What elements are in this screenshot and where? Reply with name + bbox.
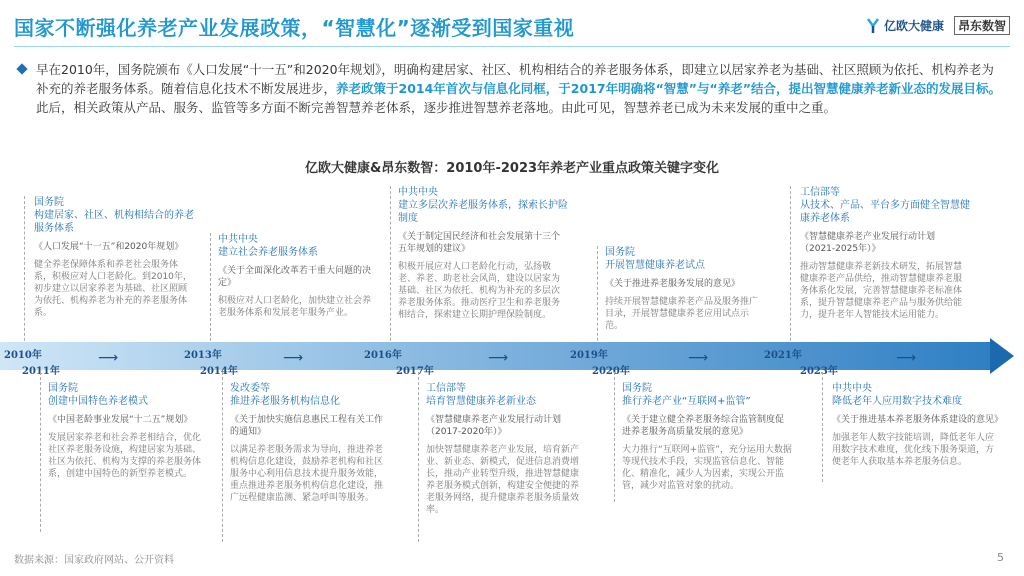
data-source: 数据来源：国家政府网站、公开资料 <box>14 555 174 566</box>
policy-document: 《中国老龄事业发展“十二五”规划》 <box>48 415 193 425</box>
timeline-arrow-icon: ⟶ <box>283 350 304 366</box>
brand-logos <box>866 16 1010 35</box>
year-label: 2014年 <box>200 366 238 377</box>
timeline-arrow-icon: ⟶ <box>488 350 509 366</box>
policy-theme: 降低老年人应用数字技术难度 <box>832 396 962 407</box>
policy-document: 《关于建立健全养老服务综合监管制度促进养老服务高质量发展的意见》 <box>622 415 785 437</box>
chart-title: 亿欧大健康&昂东数智：2010年-2023年养老产业重点政策关键字变化 <box>304 161 720 176</box>
policy-org: 中共中央 <box>832 383 872 394</box>
policy-description: 持续开展智慧健康养老产品及服务推广目录，开展智慧健康养老应用试点示范。 <box>605 297 759 331</box>
yiou-logo <box>866 17 944 35</box>
year-label: 2017年 <box>396 366 434 377</box>
policy-description: 以满足养老服务需求为导向，推进养老机构信息化建设，鼓励养老机构和社区服务中心利用信息技术提升服务效能，重点推进养老服务机构信息化建设，推广远程健康监测、紧急呼叫等服务。 <box>230 445 384 503</box>
connector-line <box>24 196 26 346</box>
year-label: 2019年 <box>570 350 608 361</box>
policy-card-2019 <box>605 246 765 332</box>
timeline-arrow-icon: ⟶ <box>688 350 709 366</box>
connector-line <box>790 186 792 346</box>
title-divider <box>14 46 1010 47</box>
policy-description: 发展居家养老和社会养老相结合，优化社区养老服务设施，构建居家为基础、社区为依托、机构为支撑的养老服务体系，创建中国特色的新型养老模式。 <box>48 433 202 479</box>
year-label: 2023年 <box>800 366 838 377</box>
year-label: 2013年 <box>184 350 222 361</box>
policy-org: 发改委等 <box>230 383 270 394</box>
policy-card-2017 <box>426 382 586 516</box>
policy-card-2021 <box>800 186 970 321</box>
year-label: 2016年 <box>364 350 402 361</box>
policy-description: 加强老年人数字技能培训，降低老年人应用数字技术难度，优化线下服务渠道，方便老年人获取基本养老服务信息。 <box>832 433 995 467</box>
policy-description: 积极开展应对人口老龄化行动，弘扬敬老、养老、助老社会风尚，建设以居家为基础、社区为依托、机构为补充的多层次养老服务体系。推动医疗卫生和养老服务相结合，探索建立长期护理保险制度。 <box>398 262 561 320</box>
connector-line <box>597 246 599 346</box>
policy-card-2010 <box>34 196 194 319</box>
policy-document: 《智慧健康养老产业发展行动计划（2021-2025年）》 <box>800 232 936 254</box>
policy-org: 中共中央 <box>218 234 258 245</box>
policy-document: 《人口发展“十一五”和2020年规划》 <box>34 242 184 252</box>
policy-description: 大力推行“互联网+监管”，充分运用大数据等现代技术手段，实现监管信息化、智能化、精准化，减少人为因素，实现公开监管，减少对监管对象的扰动。 <box>622 445 792 491</box>
intro-text-2: 此后，相关政策从产品、服务、监管等多方面不断完善智慧养老体系，逐步推进智慧养老落地。由此可见，智慧养老已成为未来发展的重中之重。 <box>36 100 837 115</box>
intro-paragraph <box>36 60 1006 117</box>
policy-org: 国务院 <box>622 383 652 394</box>
policy-theme: 建立多层次养老服务体系，探索长护险制度 <box>398 200 568 224</box>
connector-line <box>614 372 616 502</box>
angdong-logo: 昂东数智 <box>954 16 1010 35</box>
year-label: 2011年 <box>22 366 60 377</box>
policy-description: 推动智慧健康养老新技术研发，拓展智慧健康养老产品供给，推动智慧健康养老服务体系化发展，完善智慧健康养老标准体系，提升智慧健康养老产品与服务供给能力，提升老年人智能技术运用能力。 <box>800 262 963 320</box>
connector-line <box>210 233 212 346</box>
intro-text-1: 早在2010年，国务院颁布《人口发展“十一五”和2020年规划》，明确构建居家、社区、机构相结合的养老服务体系，即建立以居家养老为基础、社区照顾为依托、机构养老为补充的养老服务体系。随着信息化技术不断发展进步， <box>36 62 994 96</box>
connector-line <box>822 372 824 482</box>
year-label: 2020年 <box>592 366 630 377</box>
policy-theme: 开展智慧健康养老试点 <box>605 260 705 271</box>
policy-theme: 推进养老服务机构信息化 <box>230 396 340 407</box>
policy-theme: 从技术、产品、平台多方面健全智慧健康养老体系 <box>800 200 970 224</box>
policy-org: 中共中央 <box>398 187 438 198</box>
policy-description: 加快智慧健康养老产业发展，培育新产业、新业态、新模式，促进信息消费增长，推动产业转型升级，推进智慧健康养老服务模式创新，构建安全便捷的养老服务网络，提升健康养老服务质量效率。 <box>426 445 580 515</box>
page-title: 国家不断强化养老产业发展政策，“智慧化”逐渐受到国家重视 <box>14 16 575 40</box>
policy-card-2013 <box>218 233 378 319</box>
policy-org: 工信部等 <box>800 187 840 198</box>
policy-theme: 培育智慧健康养老新业态 <box>426 396 536 407</box>
policy-org: 工信部等 <box>426 383 466 394</box>
yiou-logo-text: 亿欧大健康 <box>883 19 944 33</box>
bullet-diamond-icon <box>16 63 27 74</box>
connector-line <box>40 372 42 532</box>
year-label: 2021年 <box>764 350 802 361</box>
policy-theme: 推行养老产业“互联网+监管” <box>622 396 751 407</box>
policy-card-2020 <box>622 382 792 492</box>
policy-org: 国务院 <box>34 197 64 208</box>
year-label: 2010年 <box>4 350 42 361</box>
policy-theme: 创建中国特色养老模式 <box>48 396 148 407</box>
policy-card-2014 <box>230 382 390 504</box>
policy-card-2011 <box>48 382 208 480</box>
timeline-arrow-icon: ⟶ <box>98 350 119 366</box>
policy-theme: 建立社会养老服务体系 <box>218 247 318 258</box>
policy-document: 《关于全面深化改革若干重大问题的决定》 <box>218 266 372 288</box>
connector-line <box>390 186 392 346</box>
policy-org: 国务院 <box>48 383 78 394</box>
policy-card-2016 <box>398 186 568 321</box>
policy-description: 健全养老保障体系和养老社会服务体系，积极应对人口老龄化。到2010年，初步建立以居家养老为基础、社区照顾为依托、机构养老为补充的养老服务体系。 <box>34 260 192 318</box>
page-number: 5 <box>997 551 1004 564</box>
timeline-arrow-tip <box>990 338 1014 374</box>
yiou-logo-icon <box>866 17 880 35</box>
policy-document: 《关于制定国民经济和社会发展第十三个五年规划的建议》 <box>398 232 561 254</box>
policy-org: 国务院 <box>605 247 635 258</box>
policy-document: 《关于推进基本养老服务体系建设的意见》 <box>832 415 1004 425</box>
intro-highlight: 养老政策于2014年首次与信息化同框，于2017年明确将“智慧”与“养老”结合，提出智慧健康养老新业态的发展目标。 <box>336 81 1001 96</box>
policy-document: 《关于加快实施信息惠民工程有关工作的通知》 <box>230 415 384 437</box>
connector-line <box>418 372 420 542</box>
connector-line <box>222 372 224 542</box>
policy-card-2023 <box>832 382 1002 468</box>
policy-document: 《关于推进养老服务发展的意见》 <box>605 279 741 289</box>
timeline-arrow-icon: ⟶ <box>896 350 917 366</box>
policy-theme: 构建居家、社区、机构相结合的养老服务体系 <box>34 210 194 234</box>
policy-document: 《智慧健康养老产业发展行动计划（2017-2020年）》 <box>426 415 562 437</box>
policy-description: 积极应对人口老龄化，加快建立社会养老服务体系和发展老年服务产业。 <box>218 296 372 318</box>
